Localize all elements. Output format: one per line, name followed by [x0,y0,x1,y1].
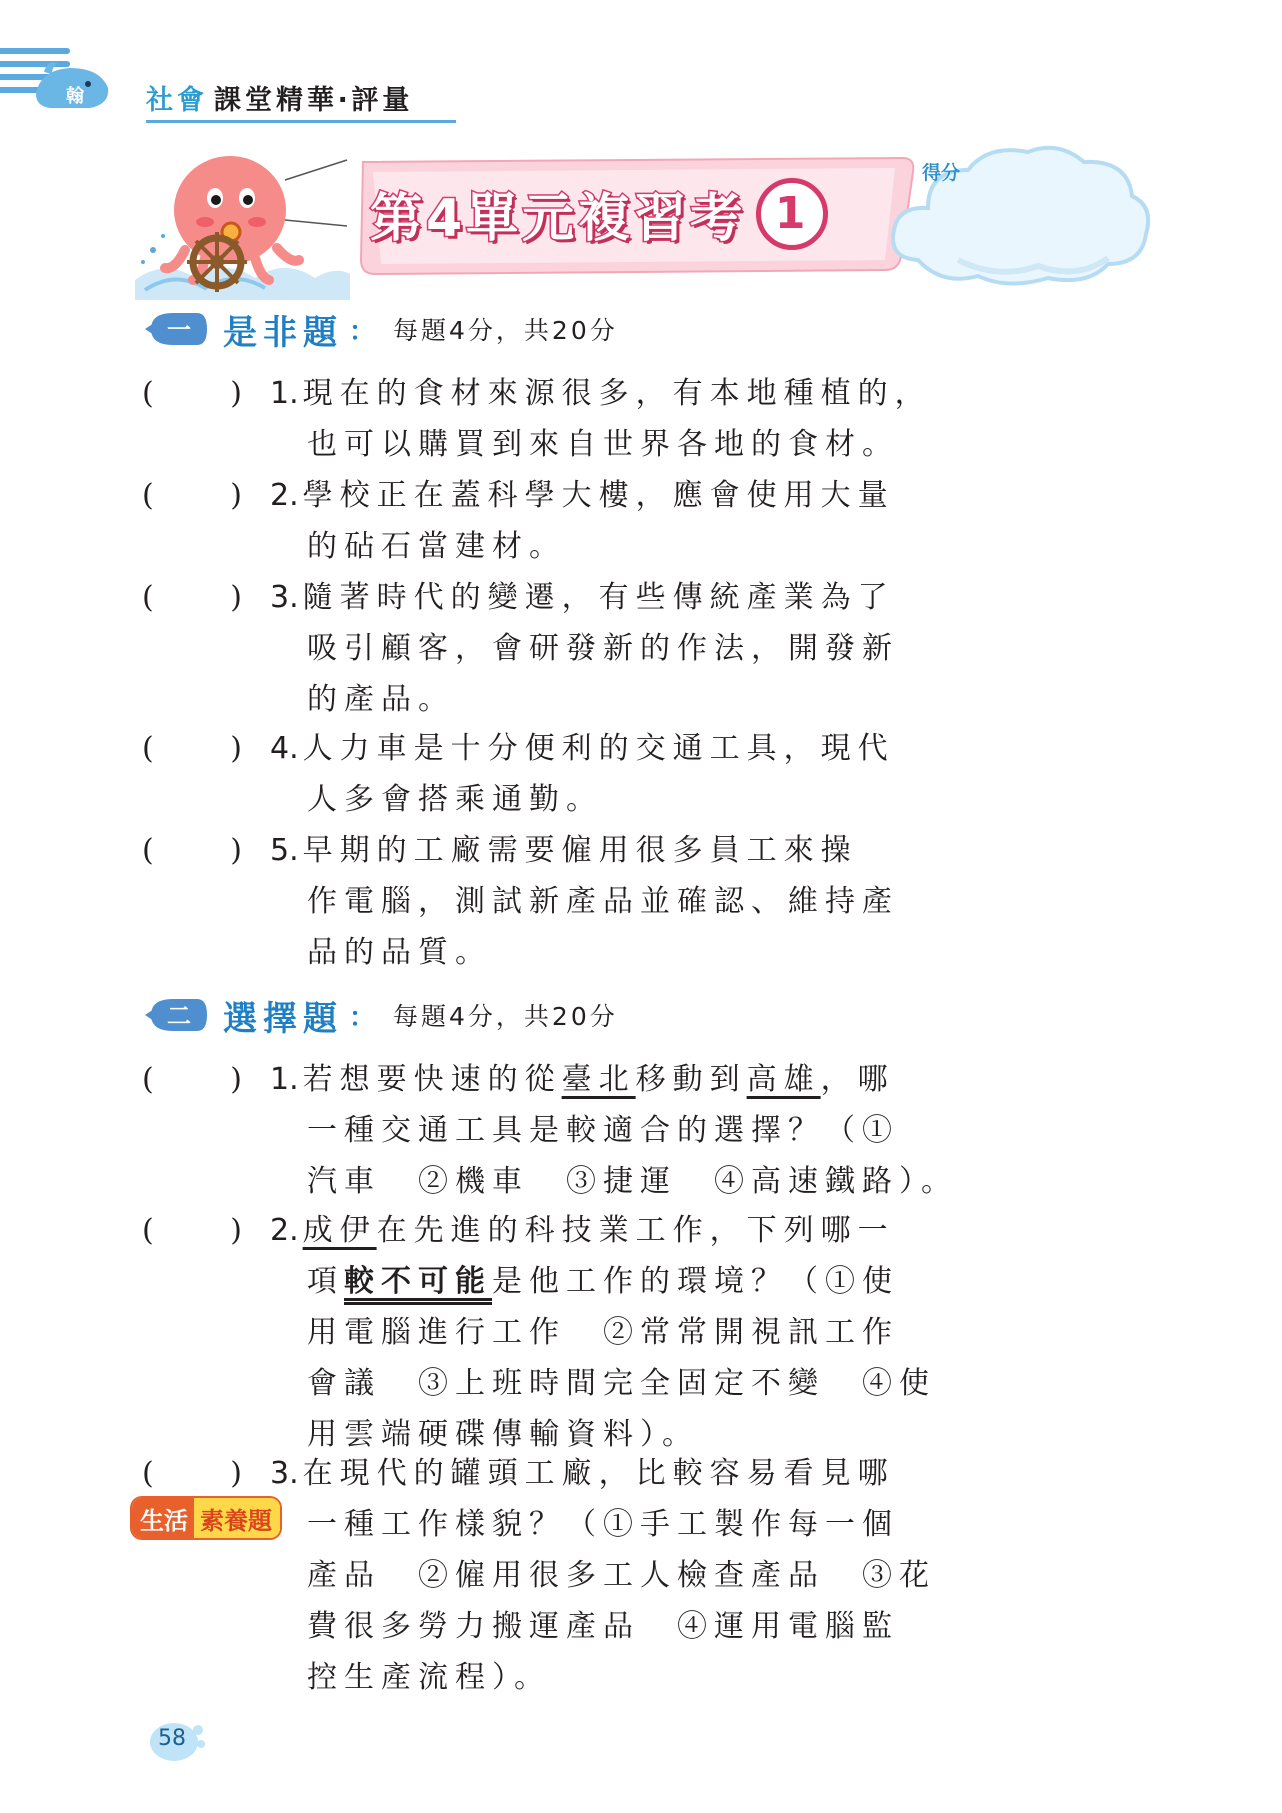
section-number-badge [145,995,211,1035]
page-number [148,1718,206,1764]
question-number: 5. [270,833,299,868]
section-number-badge [145,309,211,349]
question-text: 若想要快速的從 [302,1062,562,1097]
unit-review-title [370,176,828,251]
question-text: 作電腦，測試新產品並確認、維持產 [307,884,899,919]
question-text: 隨著時代的變遷，有些傳統產業為了 [302,580,895,615]
section-title: 選擇題 [223,998,343,1039]
header-rule [146,120,456,123]
question-options: 產品 ②僱用很多工人檢查產品 ③花 [307,1558,936,1593]
question-number: 1. [270,376,299,411]
question-text: 現在的食材來源很多，有本地種植的， [302,376,932,411]
question-text: 移動到 [635,1062,747,1097]
section-true-false-header [145,306,618,352]
question-number: 2. [270,1213,299,1248]
section-colon: ： [349,1002,376,1033]
section-score-rule: 每題4分，共20分 [393,1002,618,1031]
octopus-mascot-icon [135,140,350,300]
question-text: 人力車是十分便利的交通工具，現代 [302,731,895,766]
publisher-mark: 翰 [66,86,84,107]
question-options: 會議 ③上班時間完全固定不變 ④使 [307,1366,936,1401]
question-text: 的產品。 [307,682,455,717]
question-number: 1. [270,1062,299,1097]
question-options: 汽車 ②機車 ③捷運 ④高速鐵路）。 [307,1164,958,1199]
question-text: 也可以購買到來自世界各地的食材。 [307,427,899,462]
place-name-underlined: 臺北 [561,1062,636,1097]
answer-blank[interactable]: ( ) [142,580,242,615]
question-text: 的砧石當建材。 [307,529,566,564]
question-text: 在先進的科技業工作，下列哪一 [376,1213,895,1248]
header-title [146,78,413,117]
section-colon: ： [349,316,376,347]
header-subject: 社會 [146,85,208,116]
question-number: 3. [270,1456,299,1491]
banner-title-text: 第4單元複習考 [370,189,747,249]
question-number: 3. [270,580,299,615]
person-name-underlined: 成伊 [302,1213,377,1248]
question-text: 吸引顧客，會研發新的作法，開發新 [307,631,899,666]
page-number-text: 58 [158,1726,186,1751]
svg-text:二: 二 [167,1002,191,1030]
answer-blank[interactable]: ( ) [142,731,242,766]
section-title: 是非題 [223,312,343,353]
answer-blank[interactable]: ( ) [142,1213,242,1248]
answer-blank[interactable]: ( ) [142,1456,242,1491]
question-options: 費很多勞力搬運產品 ④運用電腦監 [307,1609,899,1644]
question-text: 一種交通工具是較適合的選擇？（① [307,1113,899,1148]
question-text: ，哪 [820,1062,895,1097]
question-options: 用電腦進行工作 ②常常開視訊工作 [307,1315,899,1350]
review-number-badge: 1 [756,178,828,250]
question-text: 在現代的罐頭工廠，比較容易看見哪 [302,1456,895,1491]
question-text: 學校正在蓋科學大樓，應會使用大量 [302,478,895,513]
question-text: 項 [307,1264,344,1299]
answer-blank[interactable]: ( ) [142,1062,242,1097]
question-text: 品的品質。 [307,935,492,970]
section-score-rule: 每題4分，共20分 [393,316,618,345]
tag-literacy: 素養題 [194,1498,280,1538]
section-multiple-choice-header [145,992,618,1038]
question-text: 是他工作的環境？（①使 [492,1264,899,1299]
score-label: 得分 [922,162,961,184]
answer-blank[interactable]: ( ) [142,478,242,513]
question-number: 2. [270,478,299,513]
question-options: 控生產流程）。 [307,1660,551,1695]
tag-life: 生活 [132,1498,194,1538]
question-options: 用雲端硬碟傳輸資料）。 [307,1417,699,1452]
header-book-title: 課堂精華‧評量 [214,85,414,116]
emphasis-double-underlined: 較不可能 [344,1264,492,1299]
question-text: 一種工作樣貌？（①手工製作每一個 [307,1507,899,1542]
svg-text:一: 一 [167,316,191,344]
answer-blank[interactable]: ( ) [142,376,242,411]
question-number: 4. [270,731,299,766]
whale-logo-icon [30,54,118,116]
question-text: 早期的工廠需要僱用很多員工來操 [302,833,858,868]
answer-blank[interactable]: ( ) [142,833,242,868]
place-name-underlined: 高雄 [746,1062,821,1097]
literacy-question-tag [132,1498,280,1538]
score-field[interactable] [980,180,1090,220]
question-text: 人多會搭乘通勤。 [307,782,603,817]
